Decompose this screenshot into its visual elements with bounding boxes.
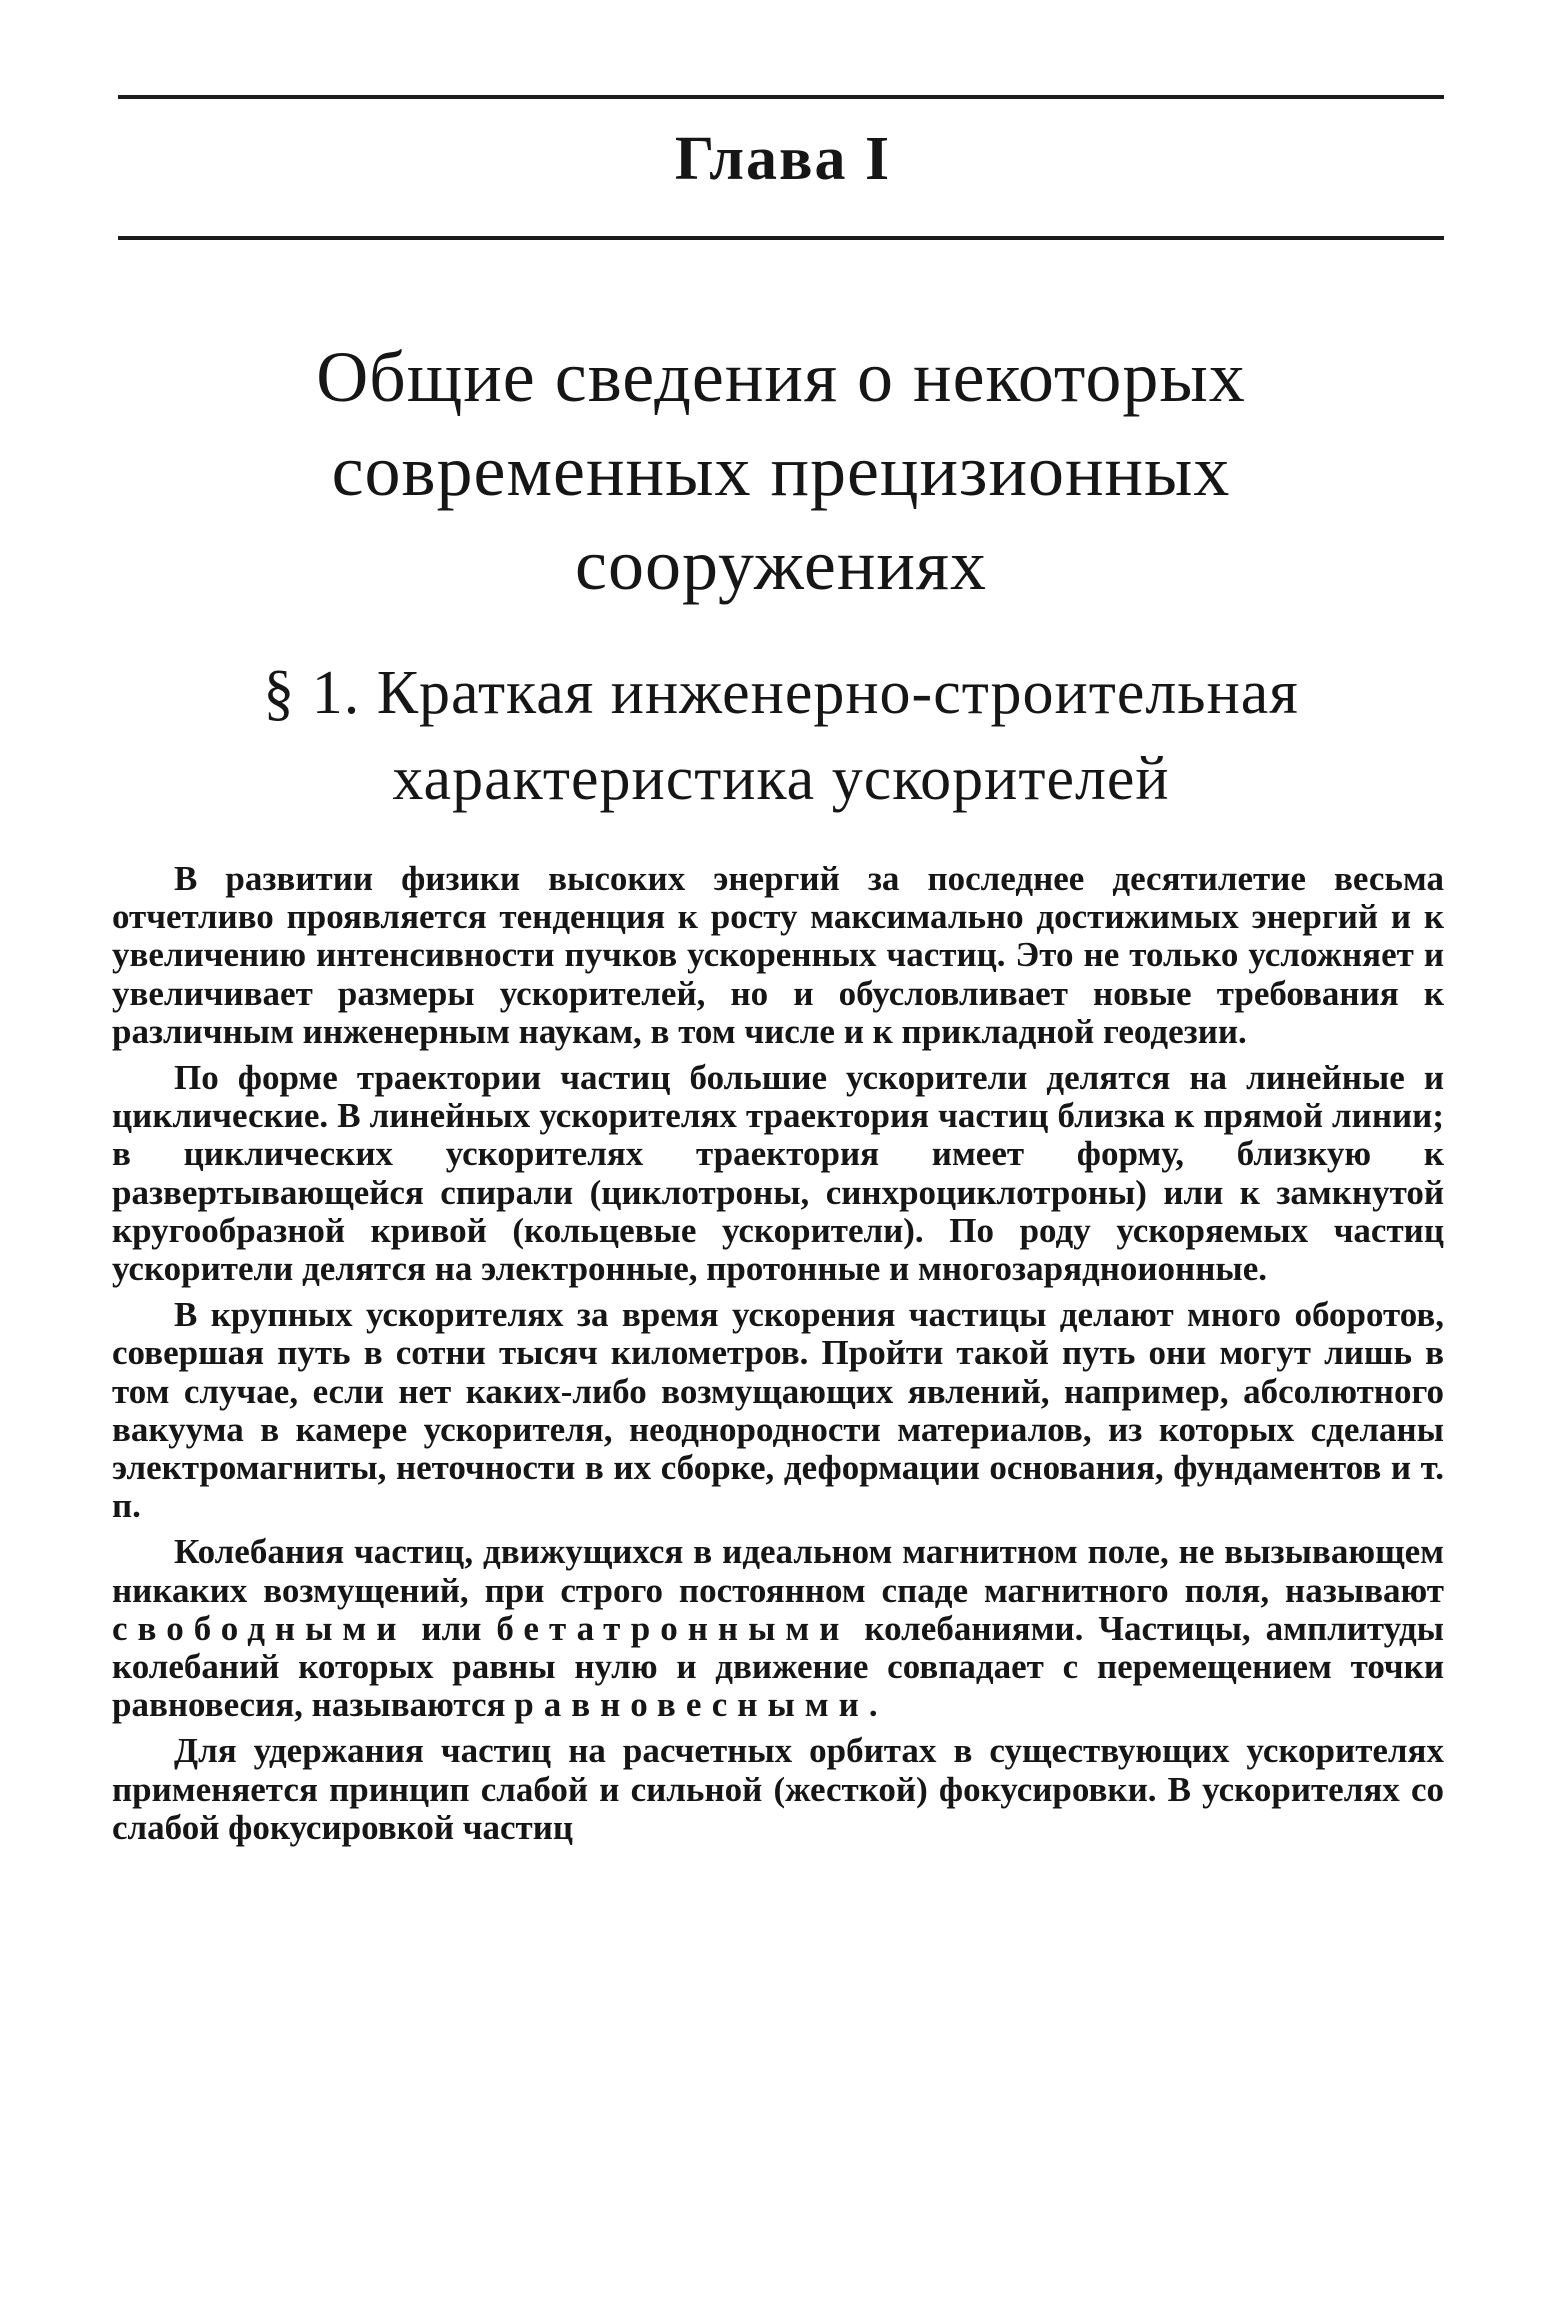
term-betatronnymi: бетатронными [496, 1608, 850, 1648]
paragraph-1: В развитии физики высоких энергий за последнее десятилетие весьма отчетливо проявляется тенденция к росту максимально достижимых энергий и к увеличению интенсивности пучков ускоренных частиц. Это не только усложняет и увеличивает размеры ускорителей, но и обусловливает новые требования к различным инженерным наукам, в том числе и к прикладной геодезии. [112, 859, 1444, 1051]
section-heading [118, 650, 1444, 822]
paragraph-4-text: колебаниями. Частицы, амплитуды колебаний которых равны нулю и движение совпадает с перемещением точки равновесия, называются [112, 1608, 1444, 1725]
paragraph-5: Для удержания частиц на расчетных орбитах в существующих ускорителях применяется принцип слабой и сильной (жесткой) фокусировки. В ускорителях со слабой фокусировкой частиц [112, 1731, 1444, 1847]
section-heading-line: § 1. Краткая инженерно-строительная [263, 659, 1299, 727]
paragraph-4-text: . [868, 1685, 878, 1725]
body-text [112, 860, 1444, 1855]
paragraph-4 [112, 1533, 1444, 1724]
chapter-title-line: современных прецизионных [331, 431, 1231, 511]
term-ravnovesnymi: равновесными [514, 1685, 869, 1725]
chapter-title-line: сооружениях [575, 525, 987, 605]
chapter-title [118, 330, 1444, 612]
bottom-rule [118, 236, 1444, 240]
section-heading-line: характеристика ускорителей [392, 745, 1170, 813]
top-rule [118, 95, 1444, 99]
paragraph-3: В крупных ускорителях за время ускорения частицы делают много оборотов, совершая путь в сотни тысяч километров. Пройти такой путь они могут лишь в том случае, если нет каких-либо возмущающих явлений, например, абсолютного вакуума в камере ускорителя, неоднородности материалов, из которых сделаны электромагниты, неточности в их сборке, деформации основания, фундаментов и т. п. [112, 1295, 1444, 1526]
chapter-title-line: Общие сведения о некоторых [316, 337, 1246, 417]
paragraph-4-text: Колебания частиц, движущихся в идеальном магнитном поле, не вызывающем никаких возмущений, при строго постоянном спаде магнитного поля, называют [112, 1532, 1444, 1610]
paragraph-4-text: или [406, 1608, 497, 1648]
term-svobodnymi: свободными [112, 1608, 407, 1648]
paragraph-2: По форме траектории частиц большие ускорители делятся на линейные и циклические. В линейных ускорителях траектория частиц близка к прямой линии; в циклических ускорителях траектория имеет форму, близкую к развертывающейся спирали (циклотроны, синхроциклотроны) или к замкнутой кругообразной кривой (кольцевые ускорители). По роду ускоряемых частиц ускорители делятся на электронные, протонные и многозарядноионные. [112, 1058, 1444, 1289]
chapter-heading: Глава I [674, 125, 892, 193]
